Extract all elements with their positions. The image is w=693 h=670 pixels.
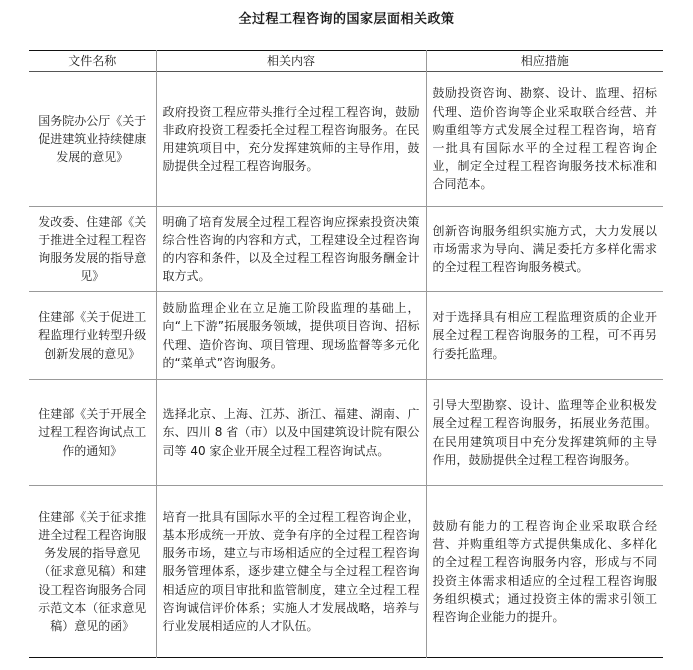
content-cell: 鼓励监理企业在立足施工阶段监理的基础上，向“上下游”拓展服务领域，提供项目咨询、招标代理、造价咨询、项目管理、现场监督等多元化的“菜单式”咨询服务。 bbox=[156, 292, 426, 380]
content-cell: 政府投资工程应带头推行全过程工程咨询，鼓励非政府投资工程委托全过程工程咨询服务。在民用建筑项目中，充分发挥建筑师的主导作用，鼓励提供全过程工程咨询服务。 bbox=[156, 72, 426, 207]
header-content: 相关内容 bbox=[156, 51, 426, 72]
table-row bbox=[29, 380, 663, 486]
content-cell: 培育一批具有国际水平的全过程工程咨询企业，基本形成统一开放、竞争有序的全过程工程咨询服务市场，建立与市场相适应的全过程工程咨询服务管理体系，逐步建立健全与全过程工程咨询相适应的项目审批和监管制度，建立全过程工程咨询诚信评价体系；实施人才发展战略，培养与行业发展相适应的人才队伍。 bbox=[156, 486, 426, 658]
table-row bbox=[29, 72, 663, 207]
measure-cell: 创新咨询服务组织实施方式，大力发展以市场需求为导向、满足委托方多样化需求的全过程工程咨询服务模式。 bbox=[426, 207, 663, 292]
file-name-cell: 住建部《关于促进工程监理行业转型升级创新发展的意见》 bbox=[38, 310, 147, 361]
file-name-cell: 住建部《关于征求推进全过程工程咨询服务发展的指导意见（征求意见稿）和建设工程咨询服务合同示范文本（征求意见稿）意见的函》 bbox=[38, 509, 147, 633]
file-name-cell: 住建部《关于开展全过程工程咨询试点工作的通知》 bbox=[38, 407, 147, 458]
measure-cell: 鼓励有能力的工程咨询企业采取联合经营、并购重组等方式提供集成化、多样化的全过程工程咨询服务内容，形成与不同投资主体需求相适应的全过程工程咨询服务组织模式；通过投资主体的需求引领工程咨询企业能力的提升。 bbox=[426, 486, 663, 658]
content-cell: 明确了培育发展全过程工程咨询应探索投资决策综合性咨询的内容和方式，工程建设全过程咨询的内容和条件，以及全过程工程咨询服务酬金计取方式。 bbox=[156, 207, 426, 292]
content-cell: 选择北京、上海、江苏、浙江、福建、湖南、广东、四川 8 省（市）以及中国建筑设计院有限公司等 40 家企业开展全过程工程咨询试点。 bbox=[156, 380, 426, 486]
policy-table bbox=[29, 50, 663, 658]
table-row bbox=[29, 486, 663, 658]
file-name-cell: 国务院办公厅《关于促进建筑业持续健康发展的意见》 bbox=[38, 113, 147, 165]
header-measures: 相应措施 bbox=[426, 51, 663, 72]
measure-cell: 对于选择具有相应工程监理资质的企业开展全过程工程咨询服务的工程，可不再另行委托监理。 bbox=[426, 292, 663, 380]
measure-cell: 鼓励投资咨询、勘察、设计、监理、招标代理、造价咨询等企业采取联合经营、并购重组等方式发展全过程工程咨询，培育一批具有国际水平的全过程工程咨询企业，制定全过程工程咨询服务技术标准和合同范本。 bbox=[426, 72, 663, 207]
table-row bbox=[29, 207, 663, 292]
header-file-name: 文件名称 bbox=[68, 53, 117, 68]
file-name-cell: 发改委、住建部《关于推进全过程工程咨询服务发展的指导意见》 bbox=[38, 214, 147, 284]
measure-cell: 引导大型勘察、设计、监理等企业积极发展全过程工程咨询服务，拓展业务范围。在民用建筑项目中充分发挥建筑师的主导作用，鼓励提供全过程工程咨询服务。 bbox=[426, 380, 663, 486]
table-title: 全过程工程咨询的国家层面相关政策 bbox=[238, 12, 455, 27]
table-header-row bbox=[29, 51, 663, 72]
table-row bbox=[29, 292, 663, 380]
